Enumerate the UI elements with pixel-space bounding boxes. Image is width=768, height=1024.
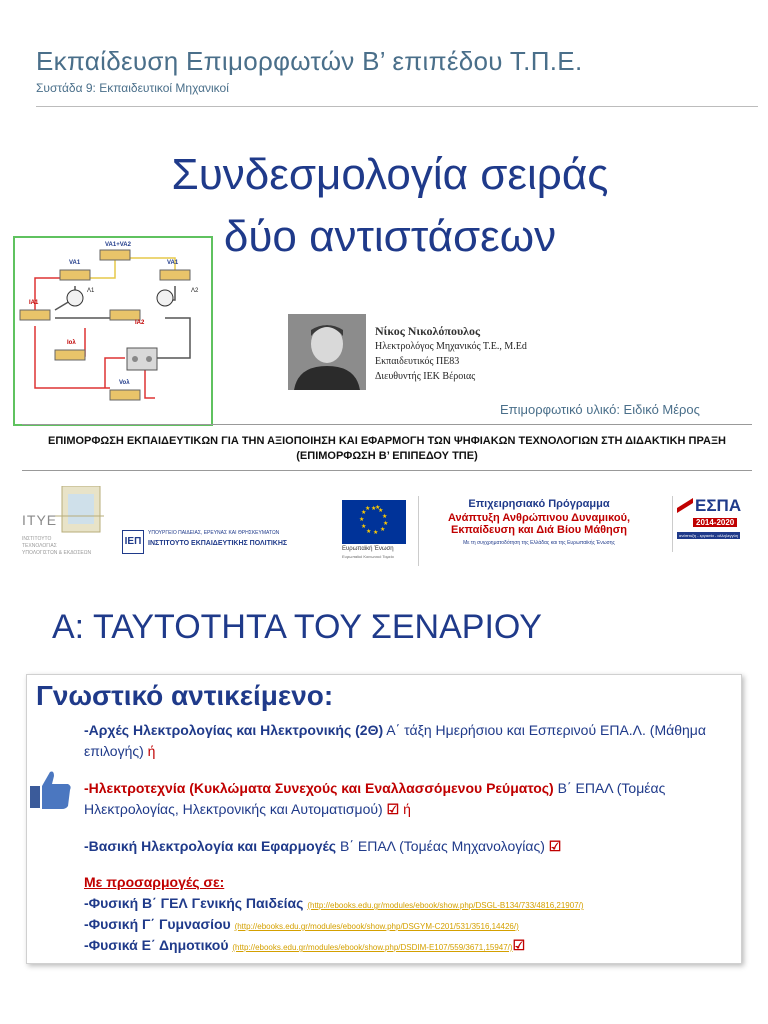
item1-desc: Α΄ τάξη Ημερήσιου και Εσπερινού ΕΠΑ.Λ. (Μάθημα επιλογής) bbox=[84, 722, 706, 759]
adapt3-label: -Φυσικά Ε΄ Δημοτικού bbox=[84, 937, 229, 953]
divider bbox=[22, 424, 752, 425]
training-line1: ΕΠΙΜΟΡΦΩΣΗ ΕΚΠΑΙΔΕΥΤΙΚΩΝ ΓΙΑ ΤΗΝ ΑΞΙΟΠΟΙΗΣΗ ΚΑΙ ΕΦΑΡΜΟΓΗ ΤΩΝ ΨΗΦΙΑΚΩΝ ΤΕΧΝΟΛΟΓΙΩΝ ΣΤΗ ΔΙΔΑΚΤΙΚΗ ΠΡΑΞΗ bbox=[47, 435, 726, 447]
adapt1-label: -Φυσική Β΄ ΓΕΛ Γενικής Παιδείας bbox=[84, 895, 304, 911]
espa-mark-icon bbox=[677, 498, 693, 514]
svg-text:★: ★ bbox=[383, 520, 389, 527]
adapt2-link[interactable]: (http://ebooks.edu.gr/modules/ebook/show.php/DSGYM-C201/531/3516,14426/) bbox=[234, 922, 519, 931]
eu-logo bbox=[342, 500, 412, 560]
itye-name: ΙΤΥΕ bbox=[22, 512, 58, 528]
svg-text:★: ★ bbox=[359, 516, 365, 523]
op-line2: Ανάπτυξη Ανθρώπινου Δυναμικού, bbox=[447, 512, 631, 524]
author-line1: Ηλεκτρολόγος Μηχανικός Τ.Ε., M.Ed bbox=[375, 341, 527, 352]
op-line4: Με τη συγχρηματοδότηση της Ελλάδας και της Ευρωπαϊκής Ένωσης bbox=[463, 540, 615, 546]
itye-sub2: ΤΕΧΝΟΛΟΓΙΑΣ bbox=[22, 543, 57, 549]
adapt1-link[interactable]: (http://ebooks.edu.gr/modules/ebook/show.php/DSGL-B134/733/4816,21907/) bbox=[307, 901, 584, 910]
espa-logo bbox=[672, 496, 751, 552]
label-ia2: IA2 bbox=[135, 320, 145, 326]
espa-tagline: ανάπτυξη - εργασία - αλληλεγγύη bbox=[679, 533, 739, 538]
item3-desc: Β΄ ΕΠΑΛ (Τομέας Μηχανολογίας) bbox=[336, 838, 549, 854]
item2-subject: -Ηλεκτροτεχνία (Κυκλώματα Συνεχούς και Εναλλασσόμενου Ρεύματος) bbox=[84, 780, 554, 796]
label-vol: Voλ bbox=[119, 380, 130, 386]
item2-or: ή bbox=[403, 801, 411, 817]
header-subtitle: Συστάδα 9: Εκπαιδευτικοί Μηχανικοί bbox=[36, 81, 229, 95]
label-l1: Λ1 bbox=[87, 288, 95, 294]
op-logo bbox=[418, 496, 659, 566]
author-line2: Εκπαιδευτικός ΠΕ83 bbox=[375, 356, 460, 367]
adaptation-item-3 bbox=[84, 935, 734, 958]
label-va1-va2: VA1+VA2 bbox=[105, 242, 131, 248]
iep-ministry: ΥΠΟΥΡΓΕΙΟ ΠΑΙΔΕΙΑΣ, ΕΡΕΥΝΑΣ ΚΑΙ ΘΡΗΣΚΕΥΜΑΤΩΝ bbox=[148, 530, 280, 536]
svg-text:★: ★ bbox=[361, 523, 367, 530]
svg-text:★: ★ bbox=[361, 509, 367, 516]
label-iol: Ioλ bbox=[67, 340, 76, 346]
adaptations-label: Με προσαρμογές σε: bbox=[84, 874, 225, 890]
label-va1-right: VA1 bbox=[167, 260, 179, 266]
svg-text:★: ★ bbox=[366, 528, 372, 535]
svg-text:★: ★ bbox=[373, 529, 379, 536]
itye-sub3: ΥΠΟΛΟΓΙΣΤΩΝ & ΕΚΔΟΣΕΩΝ bbox=[22, 550, 92, 556]
svg-text:★: ★ bbox=[365, 505, 371, 512]
eu-sub: Ευρωπαϊκό Κοινωνικό Ταμείο bbox=[342, 554, 394, 559]
op-line3: Εκπαίδευση και Διά Βίου Μάθηση bbox=[450, 524, 628, 536]
itye-sub1: ΙΝΣΤΙΤΟΥΤΟ bbox=[22, 536, 52, 542]
main-title-line2: δύο αντιστάσεων bbox=[223, 212, 557, 261]
item3-subject: -Βασική Ηλεκτρολογία και Εφαρμογές bbox=[84, 838, 337, 854]
knowledge-title: Γνωστικό αντικείμενο: bbox=[36, 680, 334, 711]
label-va1-left: VA1 bbox=[69, 260, 81, 266]
thumbs-up-icon bbox=[28, 768, 74, 812]
knowledge-item-3 bbox=[84, 836, 734, 857]
eu-flag-icon bbox=[342, 500, 406, 544]
knowledge-item-2 bbox=[84, 778, 734, 820]
label-l2: Λ2 bbox=[191, 288, 199, 294]
material-label: Επιμορφωτικό υλικό: Ειδικό Μέρος bbox=[500, 402, 700, 417]
svg-text:★: ★ bbox=[380, 526, 386, 533]
adapt3-check-icon: ☑ bbox=[512, 937, 526, 953]
itye-emblem-icon bbox=[52, 486, 104, 536]
label-ia1: IA1 bbox=[29, 300, 39, 306]
author-photo bbox=[288, 314, 366, 390]
itye-logo bbox=[22, 482, 114, 572]
author-name: Νίκος Νικολόπουλος bbox=[375, 324, 481, 338]
eu-label: Ευρωπαϊκή Ένωση bbox=[342, 546, 394, 552]
svg-text:★: ★ bbox=[382, 513, 388, 520]
item1-or: ή bbox=[147, 743, 156, 759]
divider bbox=[22, 470, 752, 471]
espa-name: ΕΣΠΑ bbox=[695, 496, 742, 515]
item2-desc: Β΄ ΕΠΑΛ (Τομέας Ηλεκτρολογίας, Ηλεκτρονικής και Αυτοματισμού) bbox=[84, 780, 666, 817]
sponsor-logos bbox=[22, 482, 752, 572]
header-title: Εκπαίδευση Επιμορφωτών Β’ επιπέδου Τ.Π.Ε. bbox=[36, 46, 583, 76]
author-line3: Διευθυντής ΙΕΚ Βέροιας bbox=[375, 371, 476, 382]
item1-subject: -Αρχές Ηλεκτρολογίας και Ηλεκτρονικής (2Θ) bbox=[84, 722, 384, 738]
knowledge-item-1 bbox=[84, 720, 734, 762]
iep-logo bbox=[122, 526, 322, 556]
section-title: Α: ΤΑΥΤΟΤΗΤΑ ΤΟΥ ΣΕΝΑΡΙΟΥ bbox=[52, 608, 542, 646]
iep-abbr: ΙΕΠ bbox=[122, 530, 144, 554]
author-info bbox=[375, 324, 527, 384]
adaptation-item-1 bbox=[84, 893, 734, 916]
item2-check-icon: ☑ bbox=[386, 801, 400, 817]
espa-years: 2014-2020 bbox=[693, 518, 737, 527]
op-line1: Επιχειρησιακό Πρόγραμμα bbox=[468, 498, 610, 510]
training-line2: (ΕΠΙΜΟΡΦΩΣΗ Β’ ΕΠΙΠΕΔΟΥ ΤΠΕ) bbox=[296, 450, 478, 462]
adapt3-link[interactable]: (http://ebooks.edu.gr/modules/ebook/show.php/DSDIM-E107/559/3671,15947/) bbox=[232, 943, 513, 952]
main-title-line1: Συνδεσμολογία σειράς bbox=[171, 150, 609, 199]
item3-check-icon: ☑ bbox=[548, 838, 562, 854]
adapt2-label: -Φυσική Γ΄ Γυμνασίου bbox=[84, 916, 231, 932]
adaptation-item-2 bbox=[84, 914, 734, 937]
svg-text:★: ★ bbox=[375, 504, 381, 511]
iep-name: ΙΝΣΤΙΤΟΥΤΟ ΕΚΠΑΙΔΕΥΤΙΚΗΣ ΠΟΛΙΤΙΚΗΣ bbox=[148, 540, 288, 547]
training-heading bbox=[22, 434, 752, 464]
svg-text:★: ★ bbox=[378, 507, 384, 514]
header-divider bbox=[36, 106, 758, 107]
main-title bbox=[60, 144, 720, 268]
svg-text:★: ★ bbox=[371, 505, 377, 512]
